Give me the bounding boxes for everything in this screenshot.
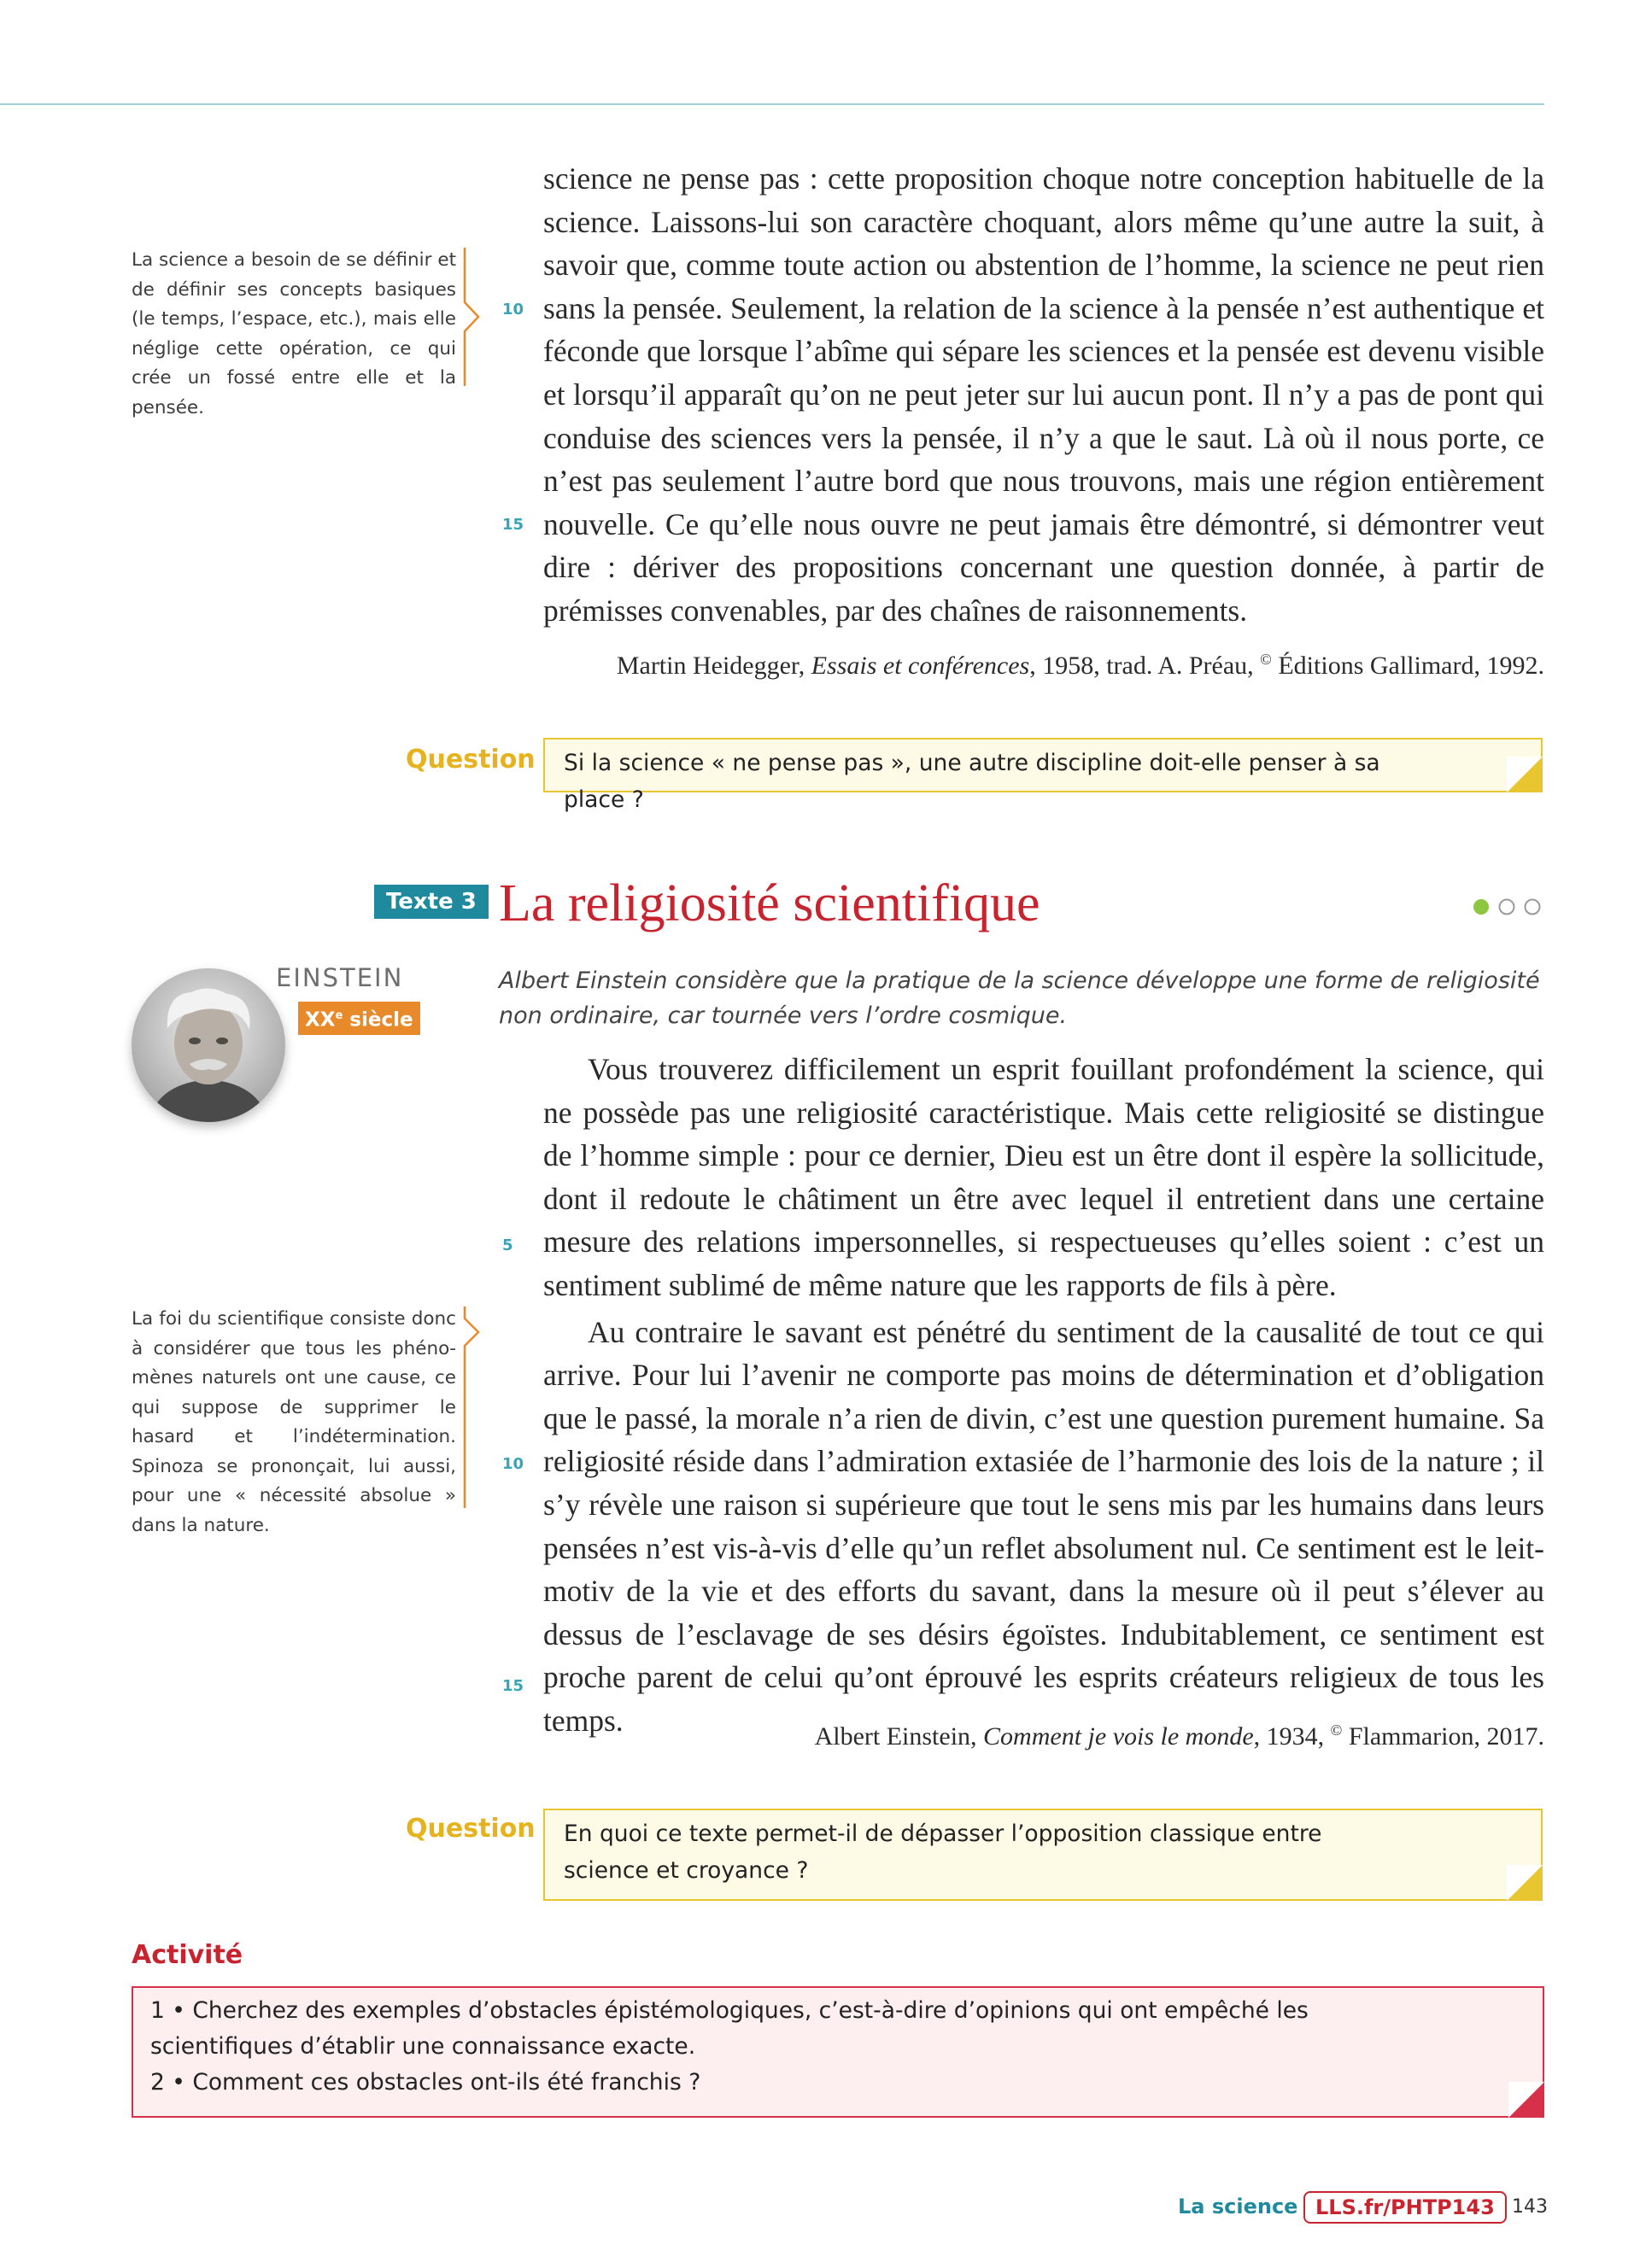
note-brace bbox=[461, 246, 482, 388]
side-note-text3: La foi du scientifique consiste donc à considérer que tous les phénomènes naturels ont une cause, ce qui suppose de supprimer le hasard et l’indétermination. Spinoza se prononçait, lui aussi, pour une « nécessité absolue » dans la nature. bbox=[132, 1308, 456, 1536]
text2-body bbox=[543, 157, 1544, 633]
century-roman: XX bbox=[305, 1008, 336, 1032]
folded-corner-icon bbox=[1507, 757, 1543, 792]
source-details: , 1958, trad. A. Préau, bbox=[1029, 652, 1261, 680]
source-author: Martin Heidegger, bbox=[616, 652, 811, 680]
line-number: 5 bbox=[502, 1236, 513, 1254]
source-work: Comment je vois le monde bbox=[983, 1722, 1254, 1751]
text3-paragraph: Au contraire le savant est pénétré du sentiment de la causalité de tout ce qui arrive. Pour lui l’avenir ne comporte pas moins de détermination et d’obligation que le passé, la morale n’a rien de divin, c’est une question purement humaine. Sa religiosité réside dans l’admiration extasiée de l’harmonie des lois de la nature ; il s’y révèle une raison si supérieure que tout le sens mis par les humains dans leurs pensées n’est vis-à-vis d’elle qu’un reflet absolument nul. Ce sentiment est le leitmotiv de la vie et des efforts du savant, dans la mesure où il peut s’élever au dessus de l’esclavage de ses désirs égoïstes. Indubitablement, ce sentiment est proche parent de celui qu’ont éprouvé les esprits créateurs religieux de tous les temps. bbox=[543, 1314, 1544, 1738]
copyright-symbol: © bbox=[1330, 1721, 1343, 1739]
folded-corner-icon bbox=[1507, 1865, 1543, 1901]
activity-item: 1 • Cherchez des exemples d’obstacles épistémologiques, c’est-à-dire d’opinions qui ont empêché les scientifiques d’établir une connaissance exacte. bbox=[150, 1997, 1309, 2060]
copyright-symbol: © bbox=[1260, 651, 1272, 668]
century-sup: e bbox=[335, 1009, 343, 1022]
text3-source bbox=[815, 1721, 1544, 1751]
activity-title: Activité bbox=[132, 1940, 243, 1970]
text3-intro: Albert Einstein considère que la pratique de la science développe une forme de religiosité non ordinaire, car tournée vers l’ordre cosmique. bbox=[499, 967, 1540, 1029]
texte-badge: Texte 3 bbox=[374, 885, 489, 919]
text2-source bbox=[617, 651, 1544, 681]
activity-box bbox=[132, 1986, 1544, 2118]
side-note-text2: La science a besoin de se définir et de définir ses concepts basiques (le temps, l’espace, etc.), mais elle néglige cette opération, ce qui crée un fossé entre elle et la pensée. bbox=[132, 249, 456, 418]
question-label: Question bbox=[406, 745, 536, 775]
question-label: Question bbox=[406, 1814, 536, 1844]
question-text: Si la science « ne pense pas », une autre discipline doit-elle penser à sa place ? bbox=[564, 750, 1380, 813]
line-number: 15 bbox=[502, 516, 524, 534]
line-number: 15 bbox=[502, 1677, 524, 1695]
einstein-portrait-icon bbox=[132, 968, 285, 1122]
top-rule bbox=[0, 103, 1544, 105]
line-number: 10 bbox=[502, 1455, 524, 1473]
footer-section: La science bbox=[1178, 2195, 1298, 2218]
avatar bbox=[132, 968, 285, 1122]
activity-item: 2 • Comment ces obstacles ont-ils été franchis ? bbox=[150, 2069, 701, 2096]
text3-paragraph: Vous trouverez difficilement un esprit fouillant profondément la science, qui ne possède pas une religiosité caractéristique. Mais cette religiosité se distingue de l’homme simple : pour ce dernier, Dieu est un être dont il espère la sollicitude, dont il redoute le châtiment un être avec lequel il entretient dans une certaine mesure des relations impersonnelles, si respectueuses qu’elles soient : c’est un sentiment sublimé de même nature que les rapports de fils à père. bbox=[543, 1052, 1544, 1302]
text2-paragraph: science ne pense pas : cette proposition choque notre conception habituelle de la science. Laissons-lui son caractère choquant, alors même qu’une autre la suit, à savoir que, comme toute action ou abstention de l’homme, la science ne peut rien sans la pensée. Seulement, la relation de la science à la pensée n’est authentique et féconde que lorsque l’abîme qui sépare les sciences et la pensée est devenu visible et lorsqu’il apparaît qu’on ne peut jeter sur lui aucun pont. Il n’y a pas de pont qui conduise des sciences vers la pensée, il n’y a que le saut. Là où il nous porte, ce n’est pas seulement l’autre bord que nous trouvons, mais une région entièrement nouvelle. Ce qu’elle nous ouvre ne peut jamais être démontré, si démontrer veut dire : dériver des propositions concernant une question donnée, à partir de prémisses convenables, par des chaînes de raisonnements. bbox=[543, 161, 1544, 628]
page-number: 143 bbox=[1512, 2196, 1548, 2218]
footer-link[interactable]: LLS.fr/PHTP143 bbox=[1303, 2191, 1507, 2224]
author-name: EINSTEIN bbox=[276, 963, 404, 992]
text3-body bbox=[543, 1048, 1544, 1743]
difficulty-dots-icon bbox=[1471, 897, 1548, 917]
century-word: siècle bbox=[343, 1008, 413, 1032]
question-box bbox=[543, 1809, 1543, 1901]
question-text: En quoi ce texte permet-il de dépasser l’opposition classique entre science et croyance ? bbox=[564, 1821, 1322, 1884]
question-box bbox=[543, 738, 1543, 813]
note-brace bbox=[461, 1305, 482, 1510]
source-author: Albert Einstein, bbox=[814, 1722, 984, 1751]
page-title: La religiosité scientifique bbox=[499, 874, 1040, 932]
source-publisher: Flammarion, 2017. bbox=[1342, 1722, 1544, 1751]
century-badge bbox=[298, 1002, 420, 1035]
source-publisher: Éditions Gallimard, 1992. bbox=[1271, 652, 1544, 680]
folded-corner-icon bbox=[1508, 2082, 1544, 2118]
source-details: , 1934, bbox=[1253, 1722, 1331, 1751]
line-number: 10 bbox=[502, 301, 524, 319]
source-work: Essais et conférences bbox=[811, 652, 1030, 680]
